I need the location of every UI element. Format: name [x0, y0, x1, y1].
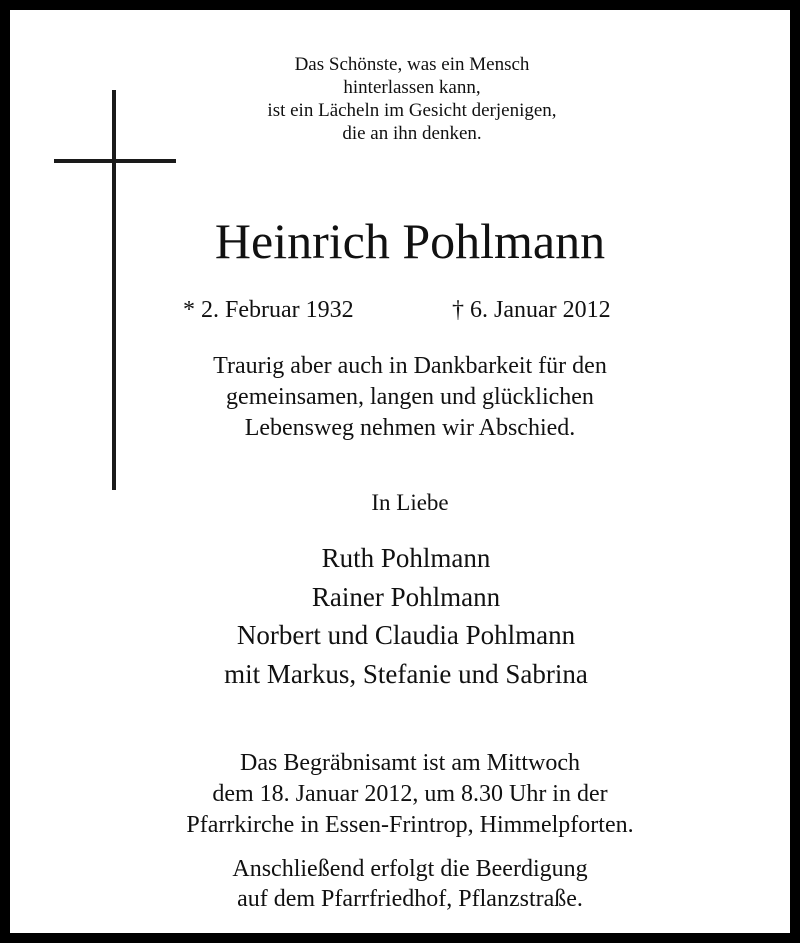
death-date: † 6. Januar 2012	[452, 297, 611, 323]
burial-line: Anschließend erfolgt die Beerdigung	[232, 856, 588, 882]
funeral-info	[10, 748, 800, 841]
burial-info	[10, 854, 800, 914]
funeral-line: Das Begräbnisamt ist am Mittwoch	[240, 750, 580, 776]
memorial-quote	[12, 53, 800, 145]
quote-line: ist ein Lächeln im Gesicht derjenigen,	[267, 100, 557, 121]
mourning-line: Traurig aber auch in Dankbarkeit für den	[213, 353, 607, 379]
mourning-text	[10, 351, 800, 444]
birth-date: * 2. Februar 1932	[183, 297, 354, 323]
mourning-line: gemeinsamen, langen und glücklichen	[226, 384, 594, 410]
family-list	[6, 539, 800, 693]
family-member: Ruth Pohlmann	[321, 543, 491, 573]
funeral-line: dem 18. Januar 2012, um 8.30 Uhr in der	[212, 781, 608, 807]
family-member: Rainer Pohlmann	[311, 581, 501, 612]
deceased-name: Heinrich Pohlmann	[214, 213, 606, 269]
mourning-line: Lebensweg nehmen wir Abschied.	[244, 415, 576, 441]
quote-line: die an ihn denken.	[342, 123, 482, 144]
family-member: Norbert und Claudia Pohlmann	[236, 620, 576, 650]
burial-line: auf dem Pfarrfriedhof, Pflanzstraße.	[237, 886, 583, 912]
cross-icon-bar	[54, 159, 176, 163]
family-member: mit Markus, Stefanie und Sabrina	[224, 658, 588, 689]
quote-line: hinterlassen kann,	[343, 77, 481, 98]
in-love-heading: In Liebe	[371, 490, 449, 515]
quote-line: Das Schönste, was ein Mensch	[294, 54, 530, 75]
funeral-line: Pfarrkirche in Essen-Frintrop, Himmelpforten.	[186, 812, 634, 838]
